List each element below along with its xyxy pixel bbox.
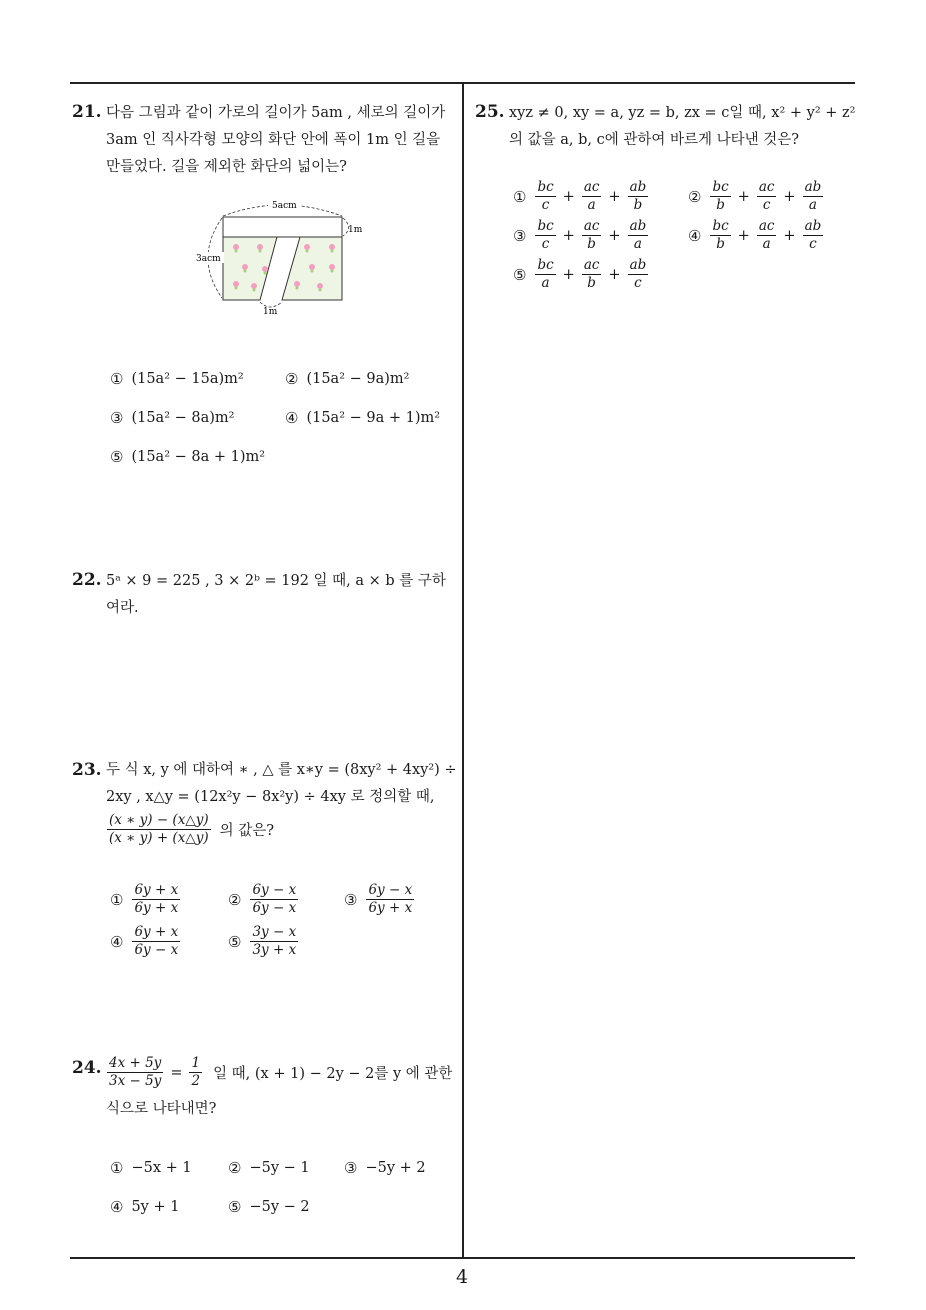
question-expression <box>106 813 274 846</box>
column-divider <box>462 82 464 1259</box>
question-text <box>509 100 861 154</box>
option-text: −5y + 2 <box>365 1160 426 1176</box>
option-text: (15a² − 15a)m² <box>131 371 244 387</box>
option-3[interactable]: ③ $\frac{6y - x}{6y + x}$ <box>344 882 413 916</box>
option-text: (15a² − 8a)m² <box>131 410 235 426</box>
question-text <box>106 757 458 811</box>
expression-fraction: $\frac{(x ∗ y) - (x\triangle y)}{(x ∗ y) + (x\triangle y)}$ <box>109 812 209 846</box>
label-road-top: 1m <box>348 225 363 235</box>
question-line: 두 식 x, y 에 대하여 ∗ , △ 를 x∗y = (8xy² + 4xy²) ÷ <box>106 762 457 778</box>
question-line: 일 때, (x + 1) − 2y − 2를 y 에 관한 <box>213 1066 453 1082</box>
term-fraction: $\frac{ab}{a}$ <box>804 179 822 213</box>
option-text: −5y − 2 <box>249 1199 310 1215</box>
option-5[interactable]: ⑤ −5y − 2 <box>228 1198 310 1216</box>
expression-suffix: 의 값은? <box>219 823 274 839</box>
option-fraction: $\frac{6y - x}{6y - x}$ <box>252 882 297 916</box>
option-4[interactable]: ④ 5y + 1 <box>110 1198 180 1216</box>
term-fraction: $\frac{bc}{b}$ <box>712 218 729 252</box>
option-4[interactable]: ④ $\frac{bc}{b}$ + $\frac{ac}{a}$ + $\frac{ab}{c}$ <box>688 218 822 252</box>
term-fraction: $\frac{ac}{b}$ <box>583 257 600 291</box>
option-text: (15a² − 9a)m² <box>306 371 410 387</box>
option-3[interactable]: ③ $\frac{bc}{c}$ + $\frac{ac}{b}$ + $\frac{ab}{a}$ <box>513 218 647 252</box>
label-height: 3acm <box>196 254 221 264</box>
question-line: 다음 그림과 같이 가로의 길이가 5am , 세로의 길이가 <box>106 105 446 121</box>
term-fraction: $\frac{ab}{c}$ <box>629 257 647 291</box>
option-3[interactable]: ③ −5y + 2 <box>344 1159 426 1177</box>
option-2[interactable]: ② $\frac{6y - x}{6y - x}$ <box>228 882 297 916</box>
term-fraction: $\frac{ab}{a}$ <box>629 218 647 252</box>
term-fraction: $\frac{ac}{b}$ <box>583 218 600 252</box>
question-line: xyz ≠ 0, xy = a, yz = b, zx = c일 때, x² + y² + z² <box>509 105 856 121</box>
expression-fraction: $\frac{4x + 5y}{3x - 5y}$ <box>109 1055 162 1089</box>
option-5[interactable]: ⑤ $\frac{3y - x}{3y + x}$ <box>228 924 297 958</box>
option-5[interactable]: ⑤ (15a² − 8a + 1)m² <box>110 448 266 466</box>
option-5[interactable]: ⑤ $\frac{bc}{a}$ + $\frac{ac}{b}$ + $\frac{ab}{c}$ <box>513 257 647 291</box>
option-text: −5y − 1 <box>249 1160 310 1176</box>
option-2[interactable]: ② (15a² − 9a)m² <box>285 370 410 388</box>
option-fraction: $\frac{6y + x}{6y + x}$ <box>134 882 179 916</box>
option-1[interactable]: ① −5x + 1 <box>110 1159 192 1177</box>
option-text: (15a² − 8a + 1)m² <box>131 449 266 465</box>
question-number: 24. <box>72 1058 102 1078</box>
question-text <box>106 100 456 181</box>
option-1[interactable]: ① (15a² − 15a)m² <box>110 370 244 388</box>
option-1[interactable]: ① $\frac{6y + x}{6y + x}$ <box>110 882 179 916</box>
option-text: −5x + 1 <box>131 1160 192 1176</box>
page-number: 4 <box>456 1266 469 1288</box>
term-fraction: $\frac{bc}{c}$ <box>537 218 554 252</box>
term-fraction: $\frac{ac}{a}$ <box>758 218 775 252</box>
term-fraction: $\frac{bc}{c}$ <box>537 179 554 213</box>
flower-bed-figure <box>192 192 372 322</box>
option-2[interactable]: ② −5y − 1 <box>228 1159 310 1177</box>
option-2[interactable]: ② $\frac{bc}{b}$ + $\frac{ac}{c}$ + $\frac{ab}{a}$ <box>688 179 822 213</box>
question-line: 2xy , x△y = (12x²y − 8x²y) ÷ 4xy 로 정의할 때, <box>106 789 435 805</box>
option-4[interactable]: ④ $\frac{6y + x}{6y - x}$ <box>110 924 179 958</box>
option-fraction: $\frac{6y + x}{6y - x}$ <box>134 924 179 958</box>
option-1[interactable]: ① $\frac{bc}{c}$ + $\frac{ac}{a}$ + $\frac{ab}{b}$ <box>513 179 647 213</box>
question-line: 식으로 나타내면? <box>106 1101 217 1117</box>
option-4[interactable]: ④ (15a² − 9a + 1)m² <box>285 409 441 427</box>
question-number: 21. <box>72 102 102 122</box>
question-number: 22. <box>72 570 102 590</box>
term-fraction: $\frac{ac}{c}$ <box>758 179 775 213</box>
label-width: 5acm <box>272 201 297 211</box>
term-fraction: $\frac{ab}{c}$ <box>804 218 822 252</box>
term-fraction: $\frac{ab}{b}$ <box>629 179 647 213</box>
term-fraction: $\frac{ac}{a}$ <box>583 179 600 213</box>
option-text: 5y + 1 <box>131 1199 180 1215</box>
label-road-bottom: 1m <box>263 307 278 317</box>
top-road <box>223 217 342 237</box>
question-number: 25. <box>475 102 505 122</box>
question-line: 만들었다. 길을 제외한 화단의 넓이는? <box>106 159 347 175</box>
question-number: 23. <box>72 760 102 780</box>
option-3[interactable]: ③ (15a² − 8a)m² <box>110 409 235 427</box>
question-text: 5ᵃ × 9 = 225 , 3 × 2ᵇ = 192 일 때, a × b 를 구하여라. <box>106 573 446 616</box>
question-line: 3am 인 직사각형 모양의 화단 안에 폭이 1m 인 길을 <box>106 132 441 148</box>
option-fraction: $\frac{3y - x}{3y + x}$ <box>252 924 297 958</box>
question-line: 의 값을 a, b, c에 관하여 바르게 나타낸 것은? <box>509 132 800 148</box>
bed-left <box>223 237 277 300</box>
term-fraction: $\frac{bc}{a}$ <box>537 257 554 291</box>
option-text: (15a² − 9a + 1)m² <box>306 410 441 426</box>
question-expression: $\frac{4x + 5y}{3x - 5y}$ = $\frac{1}{2}$ 일 때, (x + 1) − 2y − 2를 y 에 관한 <box>109 1055 453 1089</box>
option-fraction: $\frac{6y - x}{6y + x}$ <box>368 882 413 916</box>
expression-fraction: $\frac{1}{2}$ <box>191 1055 201 1089</box>
term-fraction: $\frac{bc}{b}$ <box>712 179 729 213</box>
